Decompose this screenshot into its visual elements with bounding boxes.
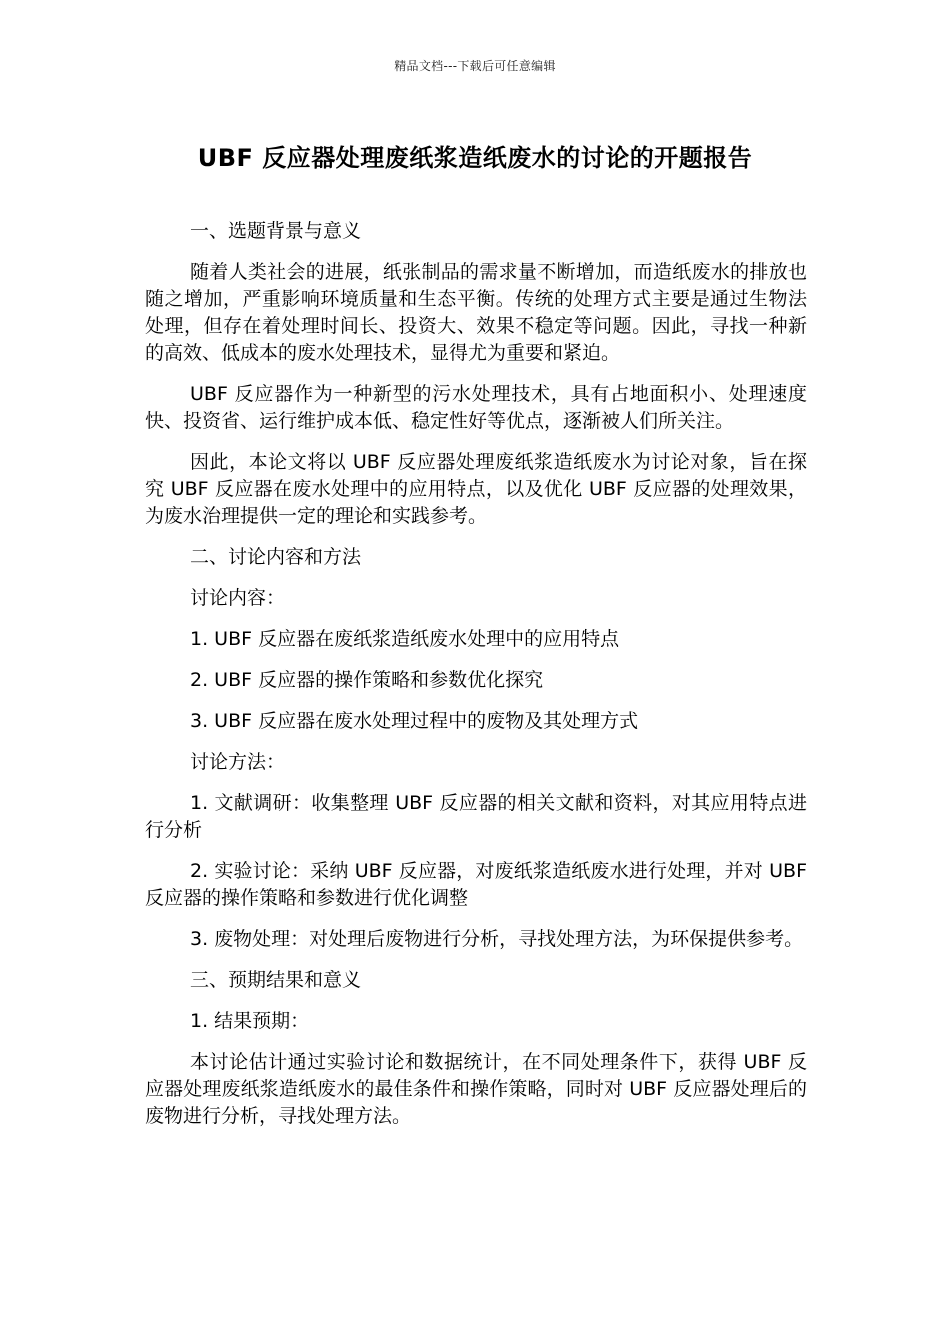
section-heading-content-method: 二、讨论内容和方法 bbox=[190, 546, 362, 568]
section-heading-background: 一、选题背景与意义 bbox=[190, 220, 362, 242]
list-item: 2. UBF 反应器的操作策略和参数优化探究 bbox=[190, 669, 544, 691]
list-item: 1. UBF 反应器在废纸浆造纸废水处理中的应用特点 bbox=[190, 628, 620, 650]
list-item: 1. 文献调研：收集整理 UBF 反应器的相关文献和资料，对其应用特点进行分析 bbox=[145, 792, 807, 841]
subheading-result-forecast: 1. 结果预期： bbox=[190, 1010, 310, 1032]
document-title: UBF 反应器处理废纸浆造纸废水的讨论的开题报告 bbox=[197, 144, 753, 172]
paragraph-ubf-intro: UBF 反应器作为一种新型的污水处理技术，具有占地面积小、处理速度快、投资省、运行维护成本低、稳定性好等优点，逐渐被人们所关注。 bbox=[145, 383, 807, 432]
subheading-content: 讨论内容： bbox=[190, 587, 286, 609]
list-item: 3. 废物处理：对处理后废物进行分析，寻找处理方法，为环保提供参考。 bbox=[190, 928, 804, 950]
list-item: 3. UBF 反应器在废水处理过程中的废物及其处理方式 bbox=[190, 710, 639, 732]
paragraph-background: 随着人类社会的进展，纸张制品的需求量不断增加，而造纸废水的排放也随之增加，严重影响环境质量和生态平衡。传统的处理方式主要是通过生物法处理，但存在着处理时间长、投资大、效果不稳定等问题。因此，寻找一种新的高效、低成本的废水处理技术，显得尤为重要和紧迫。 bbox=[145, 261, 807, 364]
page-header: 精品文档---下载后可任意编辑 bbox=[394, 59, 556, 73]
list-item: 2. 实验讨论：采纳 UBF 反应器，对废纸浆造纸废水进行处理，并对 UBF 反应器的操作策略和参数进行优化调整 bbox=[145, 860, 807, 909]
document-body bbox=[145, 218, 807, 1144]
section-heading-expected-results: 三、预期结果和意义 bbox=[190, 969, 362, 991]
paragraph-result-forecast: 本讨论估计通过实验讨论和数据统计，在不同处理条件下，获得 UBF 反应器处理废纸浆造纸废水的最佳条件和操作策略，同时对 UBF 反应器处理后的废物进行分析，寻找处理方法。 bbox=[145, 1051, 807, 1127]
paragraph-purpose: 因此，本论文将以 UBF 反应器处理废纸浆造纸废水为讨论对象，旨在探究 UBF 反应器在废水处理中的应用特点，以及优化 UBF 反应器的处理效果，为废水治理提供一定的理论和实践参考。 bbox=[145, 451, 807, 527]
subheading-method: 讨论方法： bbox=[190, 751, 286, 773]
